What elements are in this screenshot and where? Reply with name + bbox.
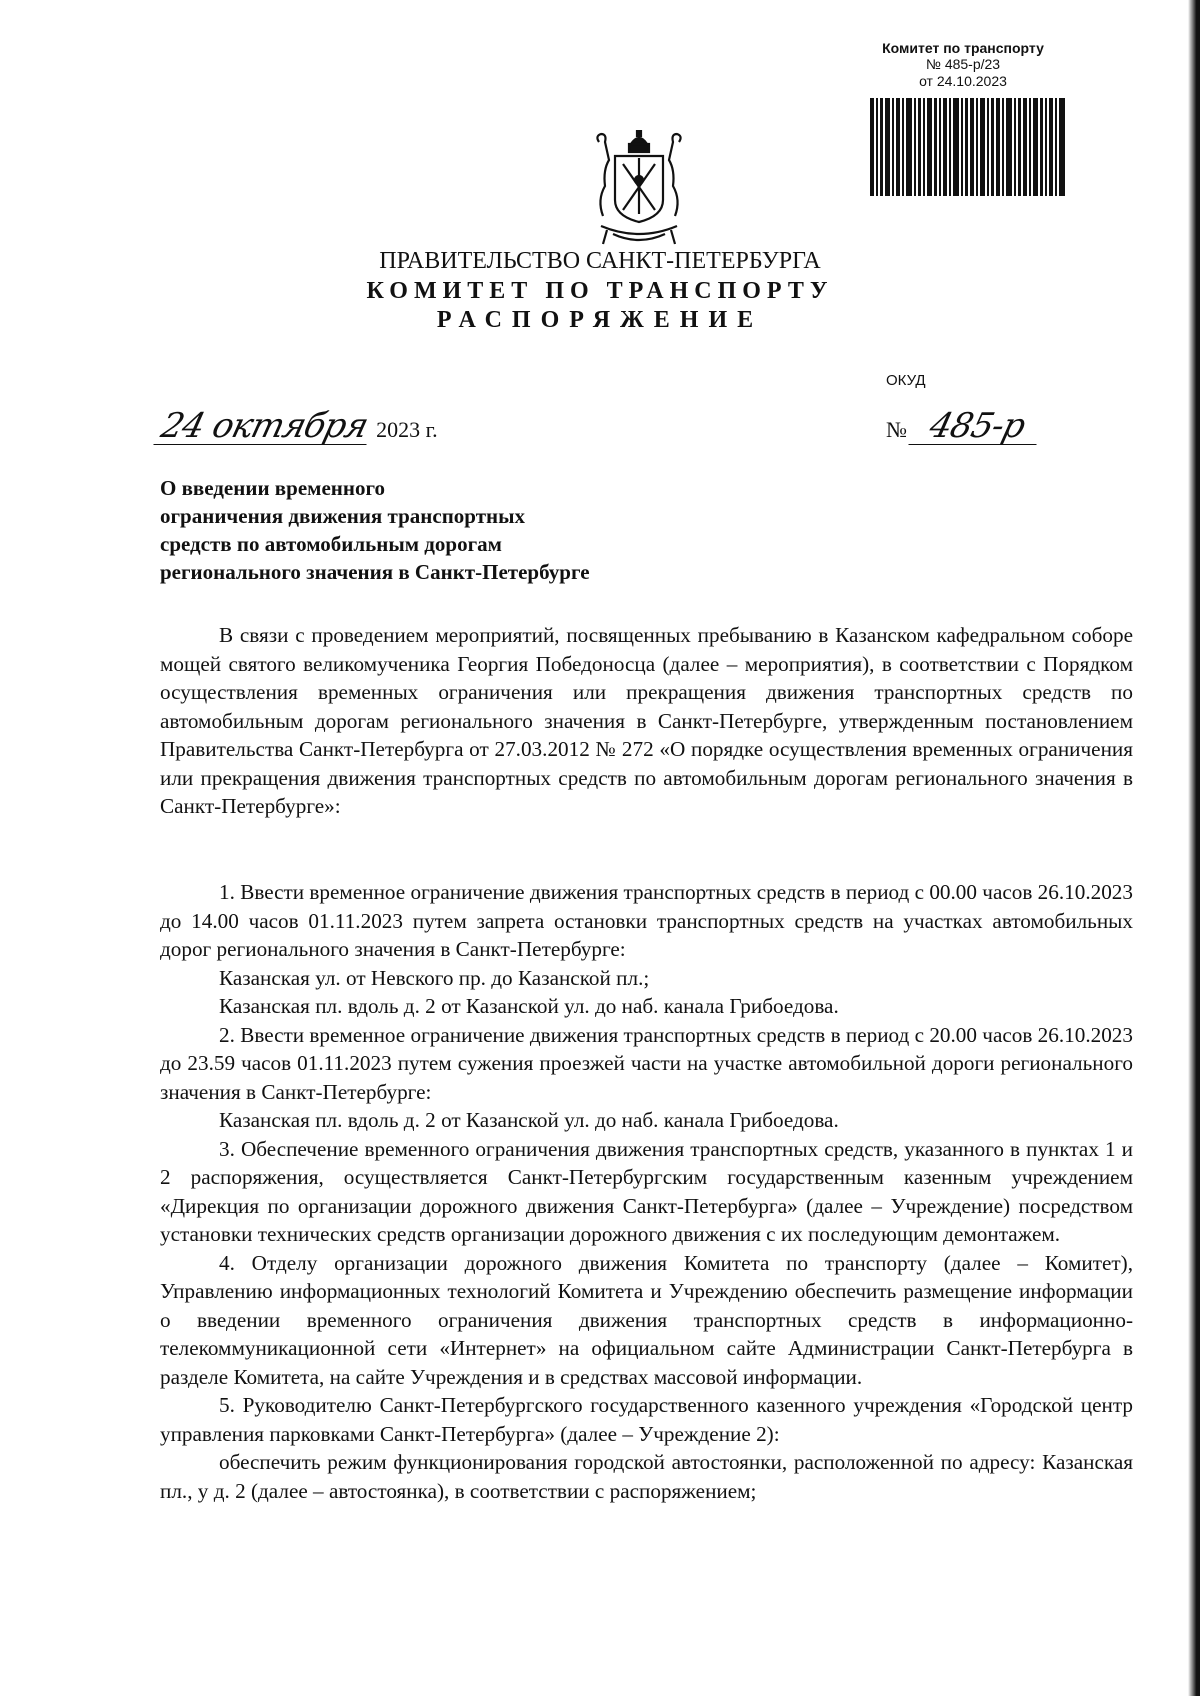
point-5: 5. Руководителю Санкт-Петербургского государственного казенного учреждения «Городской центр управления парковками Санкт-Петербурга» (далее – Учреждение 2): (160, 1393, 1133, 1446)
subject-line: регионального значения в Санкт-Петербурге (160, 560, 590, 584)
document-type: РАСПОРЯЖЕНИЕ (436, 307, 764, 333)
coat-of-arms-emblem (593, 130, 685, 246)
point-4: 4. Отделу организации дорожного движения Комитета по транспорту (далее – Комитет), Управлению информационных технологий Комитета и Учреждению обеспечить размещение информации о введении временного ограничения движения транспортных средств в информационно-телекоммуникационной сети «Интернет» на официальном сайте Администрации Санкт-Петербурга в разделе Комитета, на сайте Учреждения и в средствах массовой информации. (160, 1250, 1133, 1389)
stamp-number: № 485-р/23 (925, 56, 1001, 72)
document-subject (160, 474, 590, 586)
stamp-date: от 24.10.2023 (919, 73, 1007, 89)
subject-line: ограничения движения транспортных (160, 504, 526, 528)
okud-label: ОКУД (886, 372, 926, 389)
point-3: 3. Обеспечение временного ограничения движения транспортных средств, указанного в пунктах 1 и 2 распоряжения, осуществляется Санкт-Петербургским государственным казенным учреждением «Дирекция по организации дорожного движения Санкт-Петербурга» (далее – Учреждение) посредством установки технических средств организации дорожного движения с их последующим демонтажем. (160, 1136, 1133, 1246)
point-5-subitem: обеспечить режим функционирования городской автостоянки, расположенной по адресу: Казанская пл., у д. 2 (далее – автостоянка), в соответствии с распоряжением; (160, 1450, 1133, 1503)
point-1: 1. Ввести временное ограничение движения транспортных средств в период с 00.00 часов 26.10.2023 до 14.00 часов 01.11.2023 путем запрета остановки транспортных средств на участках автомобильных дорог регионального значения в Санкт-Петербурге: (160, 880, 1133, 961)
committee-title: КОМИТЕТ ПО ТРАНСПОРТУ (366, 278, 834, 304)
preamble (160, 621, 1133, 821)
subject-line: средств по автомобильным дорогам (160, 532, 502, 556)
point-2: 2. Ввести временное ограничение движения транспортных средств в период с 20.00 часов 26.10.2023 до 23.59 часов 01.11.2023 путем сужения проезжей части на участке автомобильной дороги регионального значения в Санкт-Петербурге: (160, 1022, 1133, 1104)
registration-stamp (858, 40, 1068, 90)
document-date (158, 408, 438, 445)
handwritten-date: 24 октября (153, 408, 375, 445)
order-points (160, 878, 1133, 1505)
handwritten-number: 485-р (908, 408, 1045, 445)
stamp-organization: Комитет по транспорту (882, 40, 1044, 56)
document-number (886, 408, 1041, 445)
preamble-paragraph: В связи с проведением мероприятий, посвященных пребыванию в Казанском кафедральном соборе мощей святого великомученика Георгия Победоносца (далее – мероприятия), в соответствии с Порядком осуществления временных ограничения или прекращения движения транспортных средств по автомобильным дорогам регионального значения в Санкт-Петербурге, утвержденным постановлением Правительства Санкт-Петербурга от 27.03.2012 № 272 «О порядке осуществления временных ограничения или прекращения движения транспортных средств по автомобильным дорогам регионального значения в Санкт-Петербурге»: (160, 623, 1133, 818)
government-title: ПРАВИТЕЛЬСТВО САНКТ-ПЕТЕРБУРГА (379, 248, 821, 274)
point-1-street-1: Казанская ул. от Невского пр. до Казанской пл.; (219, 965, 650, 990)
date-year: 2023 г. (376, 417, 438, 442)
subject-line: О введении временного (160, 476, 385, 500)
point-2-street-1: Казанская пл. вдоль д. 2 от Казанской ул. до наб. канала Грибоедова. (219, 1108, 839, 1132)
number-prefix: № (886, 417, 907, 442)
point-1-street-2: Казанская пл. вдоль д. 2 от Казанской ул. до наб. канала Грибоедова. (219, 994, 839, 1018)
barcode (868, 98, 1068, 196)
